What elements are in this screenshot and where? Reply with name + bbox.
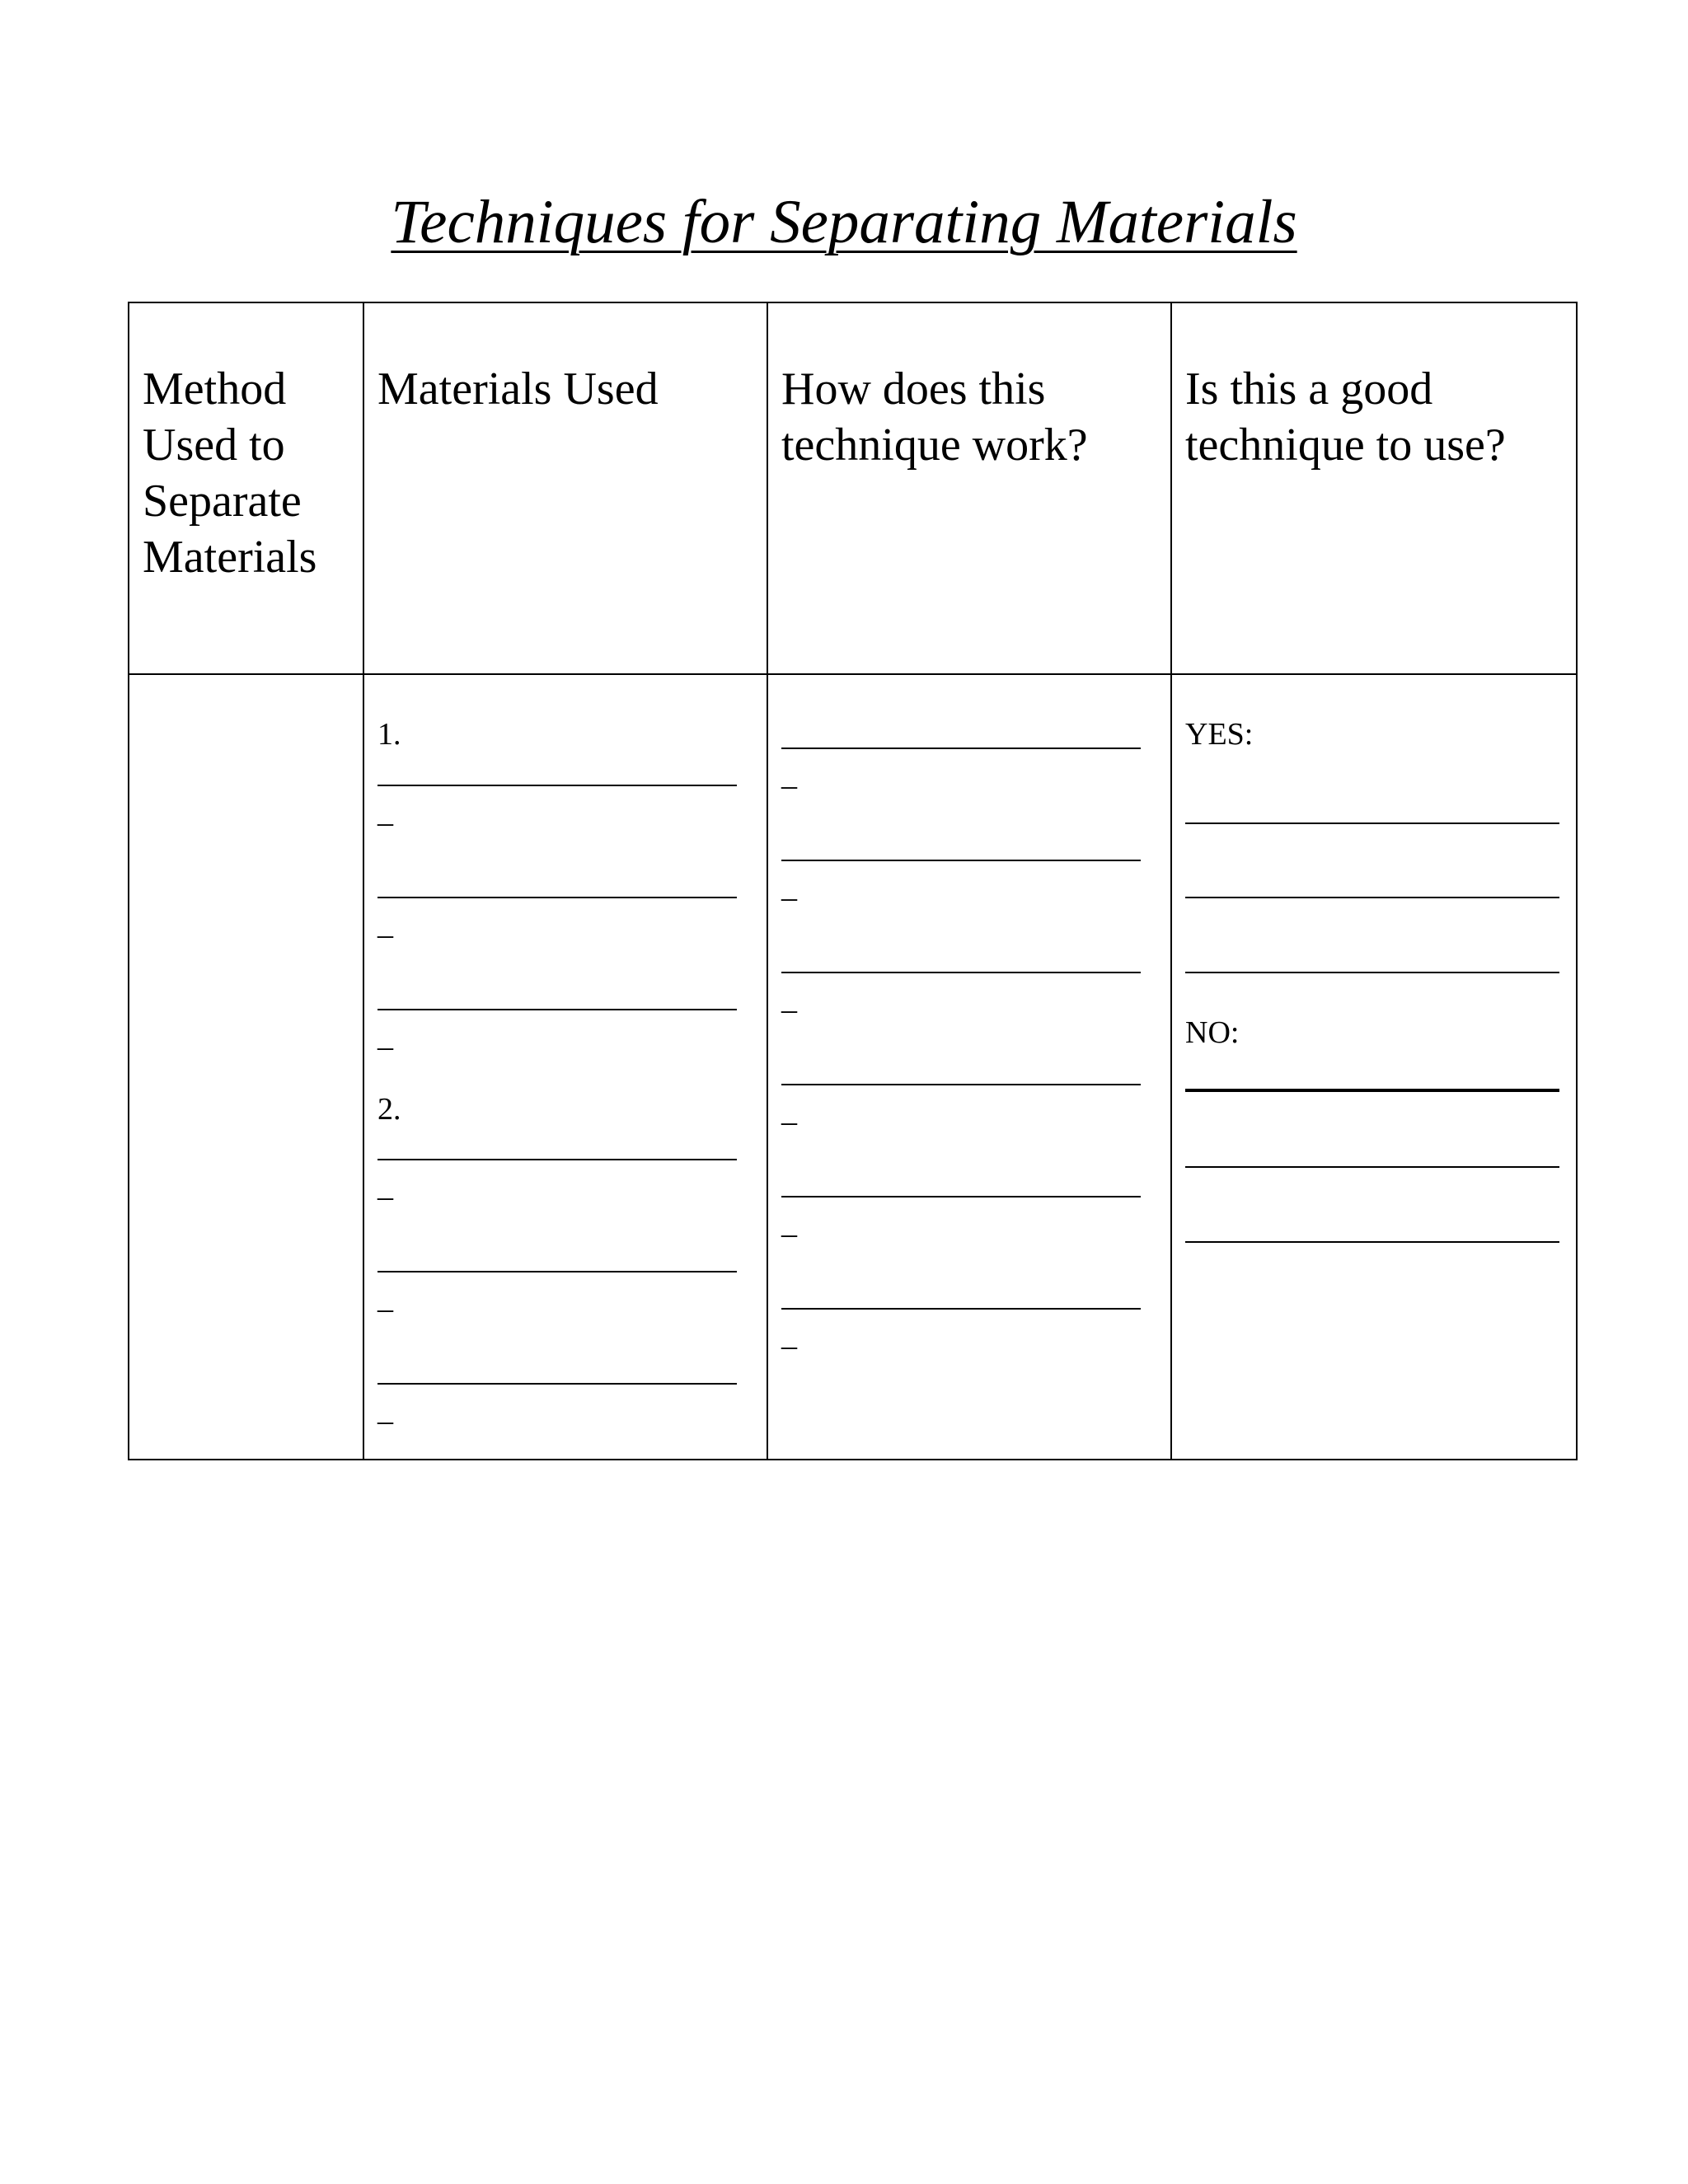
yes-label: YES: — [1185, 717, 1254, 752]
yes-blank-line[interactable] — [1185, 972, 1559, 973]
yes-blank-line[interactable] — [1185, 897, 1559, 898]
how-dash: _ — [781, 757, 797, 792]
how-dash: _ — [781, 1094, 797, 1128]
materials-dash: _ — [377, 1019, 393, 1053]
materials-blank-line[interactable] — [377, 1159, 737, 1160]
materials-dash: _ — [377, 794, 393, 829]
yes-blank-line[interactable] — [1185, 823, 1559, 824]
materials-dash: _ — [377, 1281, 393, 1315]
how-dash: _ — [781, 869, 797, 904]
column-divider-2 — [767, 302, 768, 1460]
how-blank-line[interactable] — [781, 1308, 1141, 1310]
how-blank-line[interactable] — [781, 1196, 1141, 1197]
no-label: NO: — [1185, 1015, 1240, 1050]
materials-blank-line[interactable] — [377, 1009, 737, 1010]
how-blank-line[interactable] — [781, 748, 1141, 749]
page-title: Techniques for Separating Materials — [391, 188, 1297, 256]
materials-blank-line[interactable] — [377, 897, 737, 898]
header-good-technique: Is this a good technique to use? — [1185, 363, 1506, 471]
materials-dash: _ — [377, 1393, 393, 1427]
header-materials-used: Materials Used — [377, 363, 659, 415]
no-blank-line[interactable] — [1185, 1089, 1559, 1092]
materials-blank-line[interactable] — [377, 785, 737, 786]
column-divider-3 — [1170, 302, 1172, 1460]
column-divider-1 — [363, 302, 364, 1460]
method-answer-cell[interactable] — [129, 675, 363, 1459]
how-dash: _ — [781, 1318, 797, 1352]
materials-item-1-label: 1. — [377, 717, 401, 752]
materials-dash: _ — [377, 1169, 393, 1203]
materials-blank-line[interactable] — [377, 1383, 737, 1385]
materials-blank-line[interactable] — [377, 1271, 737, 1272]
how-dash: _ — [781, 982, 797, 1016]
no-blank-line[interactable] — [1185, 1166, 1559, 1168]
materials-dash: _ — [377, 907, 393, 941]
how-blank-line[interactable] — [781, 860, 1141, 861]
how-blank-line[interactable] — [781, 1084, 1141, 1085]
no-blank-line[interactable] — [1185, 1241, 1559, 1243]
how-dash: _ — [781, 1206, 797, 1240]
materials-item-2-label: 2. — [377, 1092, 401, 1127]
header-how-it-works: How does this technique work? — [781, 363, 1088, 471]
header-method: Method Used to Separate Materials — [143, 363, 317, 583]
how-blank-line[interactable] — [781, 972, 1141, 973]
